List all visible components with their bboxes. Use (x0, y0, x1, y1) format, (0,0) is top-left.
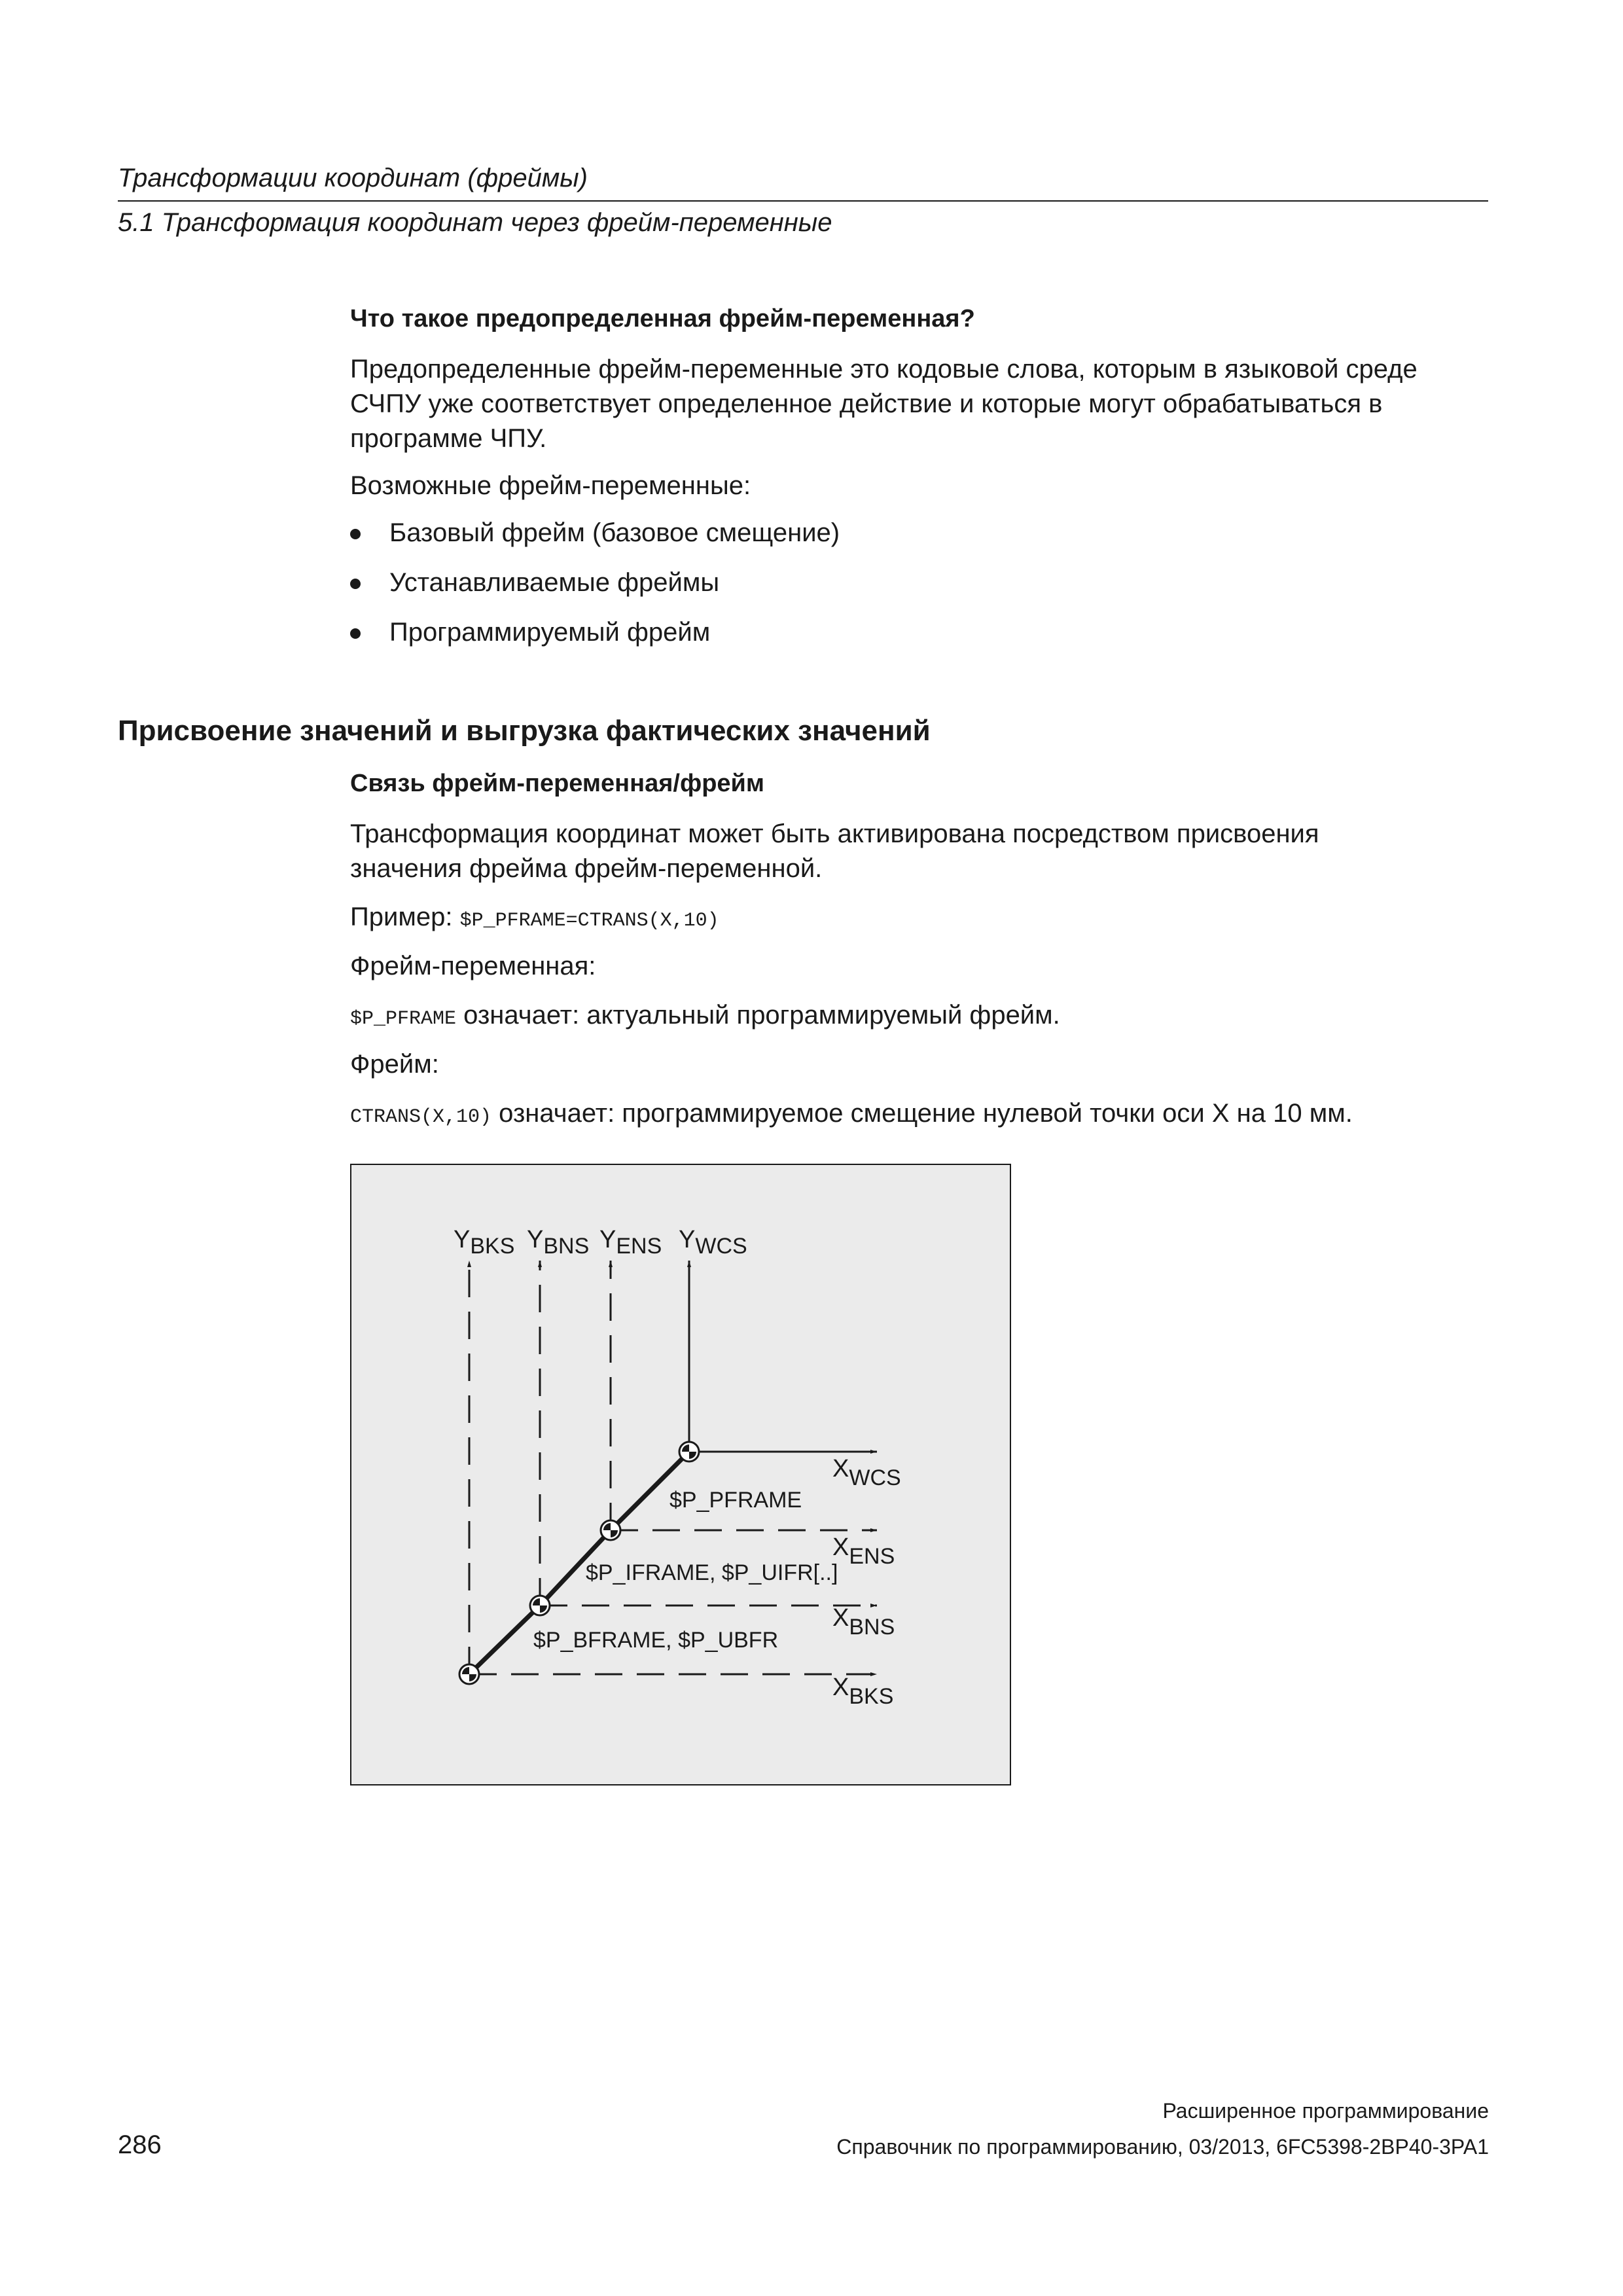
frame-label-bframe: $P_BFRAME, $P_UBFR (533, 1628, 779, 1653)
paragraph-possible-variables: Возможные фрейм-переменные: (350, 471, 751, 500)
bullet-icon (350, 628, 361, 639)
origin-ens-icon (601, 1520, 620, 1540)
running-header-section: 5.1 Трансформация координат через фрейм-переменные (118, 208, 832, 237)
frame-variable-label: Фрейм-переменная: (350, 952, 596, 980)
paragraph-line: Предопределенные фрейм-переменные это кодовые слова, которым в языковой среде (350, 355, 1418, 384)
subheading-frame-link: Связь фрейм-переменная/фрейм (350, 770, 765, 797)
paragraph-predefined-definition (350, 352, 1489, 456)
header-rule (118, 200, 1488, 202)
origin-bks-icon (459, 1664, 479, 1684)
x-axis-label-ens: XENS (832, 1534, 895, 1569)
frame-variable-description (350, 998, 1489, 1037)
bullet-icon (350, 579, 361, 589)
running-header-chapter: Трансформации координат (фреймы) (118, 164, 588, 192)
frame-code: CTRANS(X,10) (350, 1106, 492, 1128)
example-label: Пример: (350, 903, 460, 931)
bullet-icon (350, 529, 361, 539)
example-code: $P_PFRAME=CTRANS(X,10) (459, 910, 719, 932)
footer-title: Расширенное программирование (1162, 2099, 1489, 2123)
x-axis-label-wcs: XWCS (832, 1455, 901, 1490)
figure-background (351, 1164, 1010, 1785)
x-axis-label-bks: XBKS (832, 1674, 894, 1709)
paragraph-activation (350, 817, 1489, 886)
example-line (350, 900, 1489, 939)
paragraph-line: значения фрейма фрейм-переменной. (350, 854, 823, 883)
coordinate-frames-diagram (350, 1164, 1011, 1785)
frame-variable-code: $P_PFRAME (350, 1008, 457, 1030)
heading-assignment: Присвоение значений и выгрузка фактических значений (118, 715, 931, 747)
page-number: 286 (118, 2130, 162, 2159)
frame-variable-text: означает: актуальный программируемый фрейм. (456, 1001, 1060, 1030)
paragraph-line: Трансформация координат может быть активирована посредством присвоения (350, 819, 1319, 848)
frame-description (350, 1096, 1489, 1135)
frame-label-pframe: $P_PFRAME (669, 1488, 802, 1513)
x-axis-label-bns: XBNS (832, 1604, 895, 1640)
frame-label-iframe: $P_IFRAME, $P_UIFR[..] (586, 1560, 838, 1585)
coordinate-frames-figure (350, 1164, 1011, 1785)
origin-wcs-icon (679, 1442, 699, 1462)
heading-predefined-frame: Что такое предопределенная фрейм-переменная? (350, 305, 975, 332)
y-axis-label-wcs: YWCS (679, 1226, 747, 1259)
frame-text: означает: программируемое смещение нулевой точки оси X на 10 мм. (491, 1099, 1353, 1128)
y-axis-label-bks: YBKS (454, 1226, 515, 1259)
origin-bns-icon (530, 1596, 550, 1615)
y-axis-label-bns: YBNS (527, 1226, 590, 1259)
paragraph-line: СЧПУ уже соответствует определенное действие и которые могут обрабатываться в (350, 389, 1383, 418)
y-axis-label-ens: YENS (599, 1226, 662, 1259)
frame-label: Фрейм: (350, 1050, 439, 1079)
paragraph-line: программе ЧПУ. (350, 424, 547, 453)
footer-reference: Справочник по программированию, 03/2013, 6FC5398-2BP40-3PA1 (836, 2135, 1489, 2159)
